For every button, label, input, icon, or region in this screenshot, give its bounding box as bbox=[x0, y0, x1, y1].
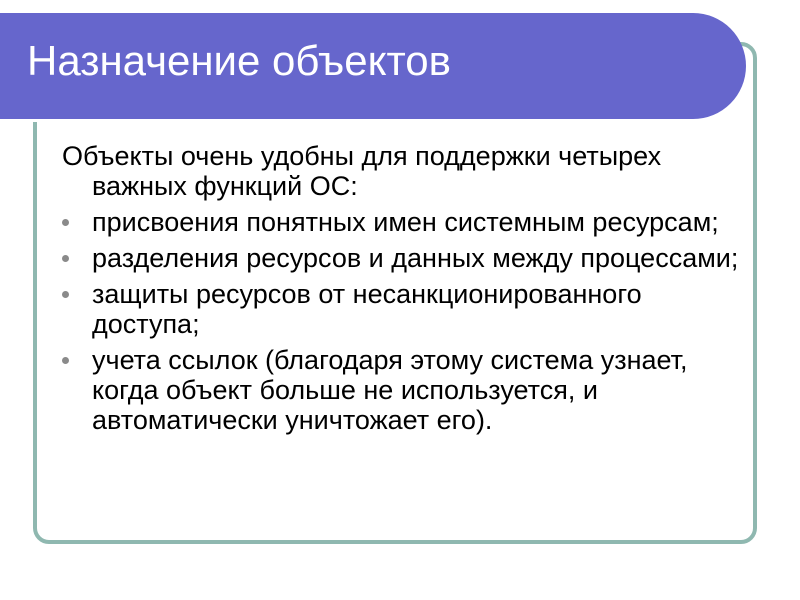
bullet-list bbox=[62, 207, 742, 435]
bullet-text: присвоения понятных имен системным ресурсам; bbox=[92, 207, 719, 237]
slide-title: Назначение объектов bbox=[27, 37, 451, 84]
bullet-text: защиты ресурсов от несанкционированного доступа; bbox=[92, 279, 642, 339]
bullet-item bbox=[62, 207, 742, 237]
bullet-item bbox=[62, 279, 742, 339]
bullet-icon bbox=[62, 291, 69, 298]
bullet-text: разделения ресурсов и данных между процессами; bbox=[92, 243, 739, 273]
bullet-icon bbox=[62, 219, 69, 226]
bullet-text: учета ссылок (благодаря этому система узнает, когда объект больше не используется, и автоматически уничтожает его). bbox=[92, 345, 688, 435]
slide-body bbox=[62, 141, 742, 441]
bullet-icon bbox=[62, 357, 69, 364]
bullet-item bbox=[62, 243, 742, 273]
bullet-icon bbox=[62, 255, 69, 262]
intro-text: Объекты очень удобны для поддержки четырех важных функций ОС: bbox=[62, 141, 662, 201]
title-underline bbox=[0, 119, 707, 122]
bullet-item bbox=[62, 345, 742, 435]
